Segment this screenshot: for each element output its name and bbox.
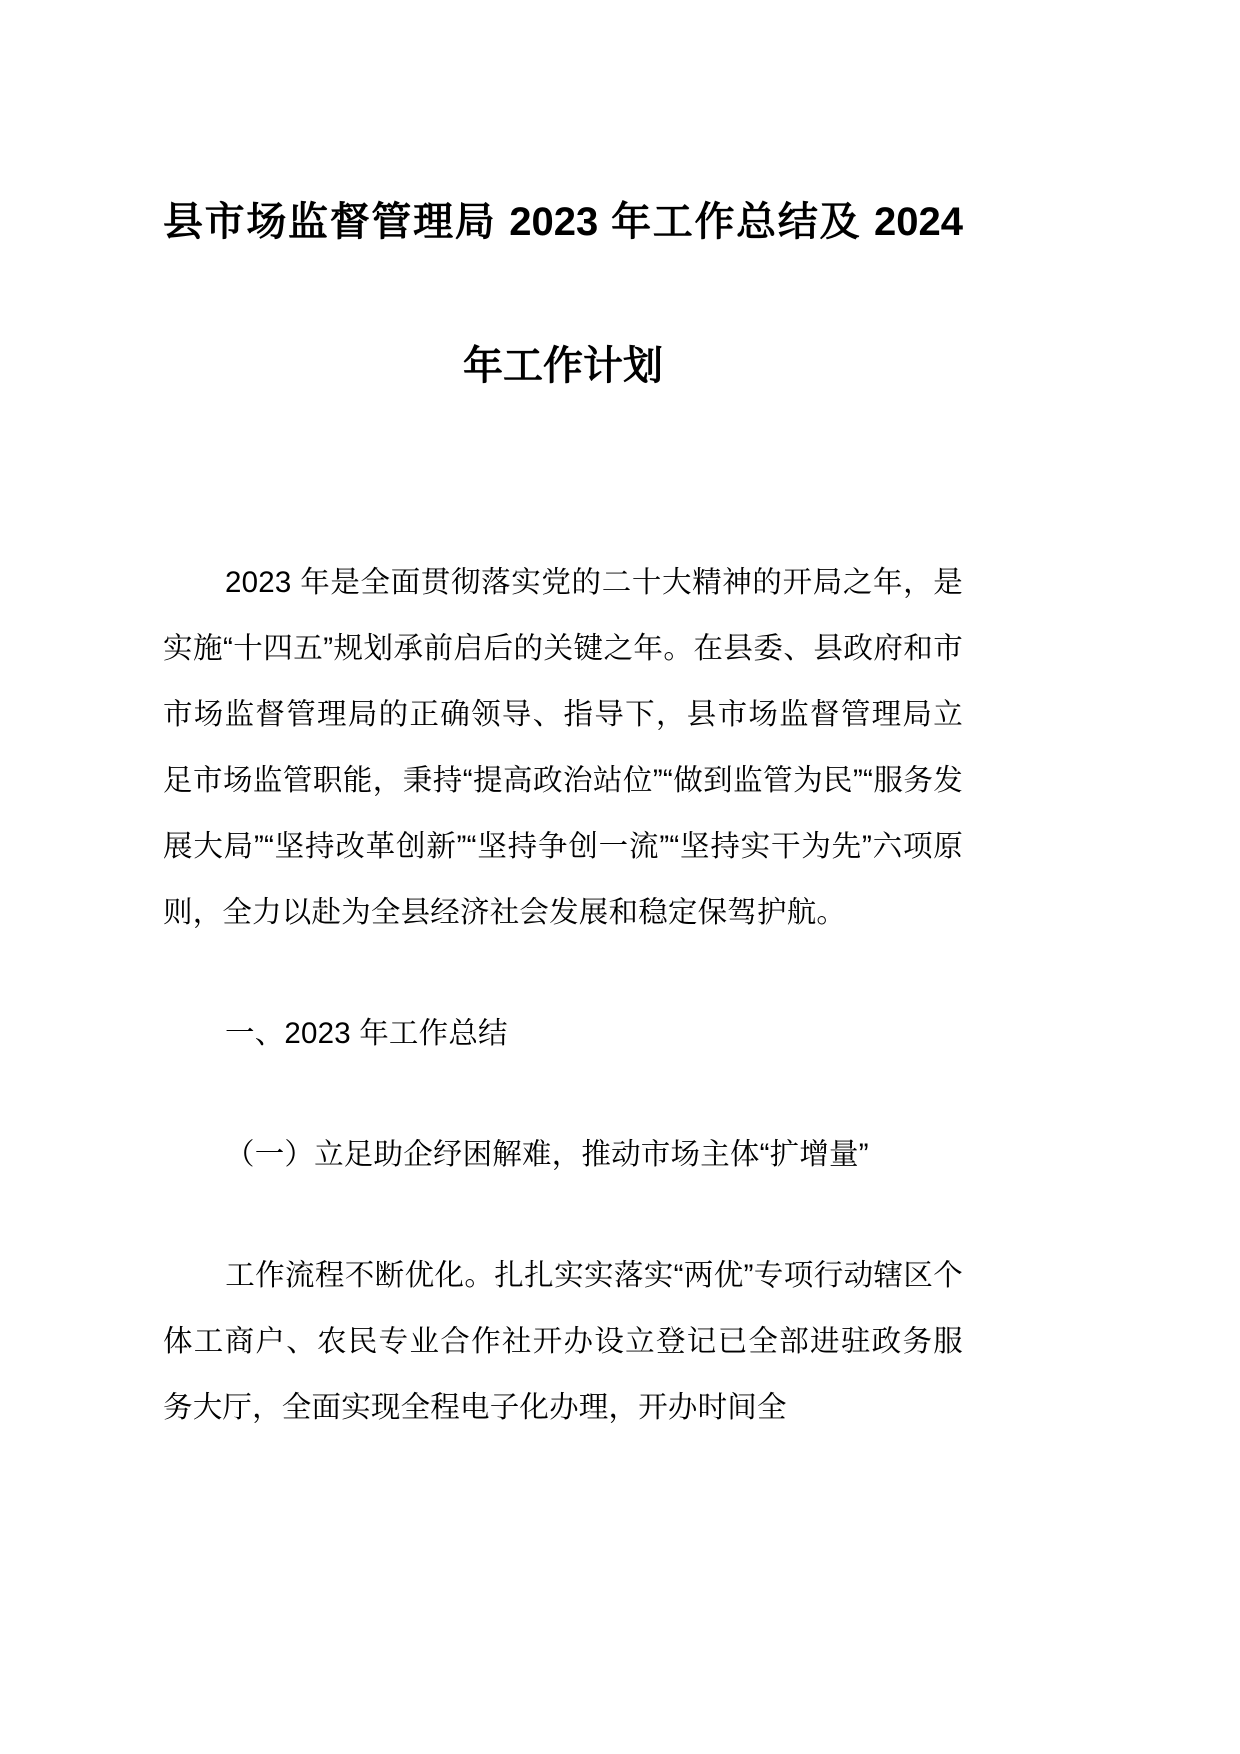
paragraph-spacer-3 — [163, 1188, 963, 1243]
section-heading-2023-summary — [163, 1001, 963, 1067]
section-heading-text: 一、2023 年工作总结 — [225, 1017, 508, 1050]
paragraph-spacer-2 — [163, 1067, 963, 1122]
page-title-line-1: 县市场监督管理局 2023 年工作总结及 2024 — [163, 200, 963, 244]
body-paragraph-clip — [163, 1243, 963, 1441]
paragraph-spacer-1 — [163, 946, 963, 1001]
sub-heading-section-one — [163, 1122, 963, 1188]
page-title-line-2: 年工作计划 — [463, 344, 663, 388]
title-body-spacer — [163, 438, 963, 550]
page-content — [163, 0, 963, 1441]
intro-paragraph — [163, 550, 963, 946]
body-paragraph-workflow-text: 工作流程不断优化。扎扎实实落实“两优”专项行动辖区个体工商户、农民专业合作社开办设立登记已全部进驻政务服务大厅，全面实现全程电子化办理，开办时间全 — [163, 1259, 963, 1424]
intro-paragraph-text: 2023 年是全面贯彻落实党的二十大精神的开局之年，是实施“十四五”规划承前启后的关键之年。在县委、县政府和市市场监督管理局的正确领导、指导下，县市场监督管理局立足市场监管职能，秉持“提高政治站位”“做到监管为民”“服务发展大局”“坚持改革创新”“坚持争创一流”“坚持实干为先”六项原则，全力以赴为全县经济社会发展和稳定保驾护航。 — [163, 566, 963, 929]
sub-heading-text: （一）立足助企纾困解难，推动市场主体“扩增量” — [225, 1138, 869, 1171]
page-title — [163, 0, 963, 438]
body-paragraph-workflow — [163, 1243, 963, 1441]
